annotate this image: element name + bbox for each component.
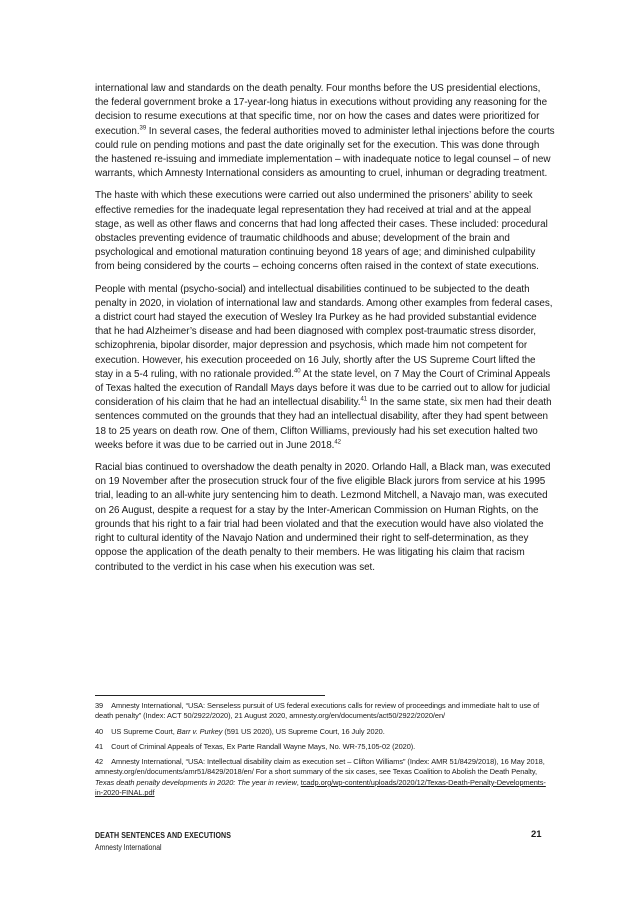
footer-report-title: DEATH SENTENCES AND EXECUTIONS	[95, 830, 231, 840]
footnote-text: Court of Criminal Appeals of Texas, Ex Parte Randall Wayne Mays, No. WR-75,105-02 (2020).	[111, 741, 416, 751]
footnote-reference: 40	[294, 368, 301, 375]
footnote	[95, 757, 553, 798]
page-footer	[95, 830, 261, 852]
footnote-link[interactable]: tcadp.org/wp-content/uploads/2020/12/Texas-Death-Penalty-Developments-in-2020-FINAL.pdf	[95, 777, 546, 798]
italic-title: Texas death penalty developments in 2020: The year in review	[95, 777, 297, 787]
footnotes-section	[95, 701, 553, 803]
footnote-number: 39	[95, 701, 104, 710]
footnote-reference: 42	[334, 439, 341, 446]
footnote-number: 42	[95, 757, 104, 767]
footnote-text: US Supreme Court, Barr v. Purkey (591 US 2020), US Supreme Court, 16 July 2020.	[111, 726, 385, 736]
footnote-reference: 41	[360, 396, 368, 403]
body-paragraph: Racial bias continued to overshadow the death penalty in 2020. Orlando Hall, a Black man, was executed on 19 November after the prosecution struck four of the five eligible Black jurors from service at his 1995 trial, leading to an all-white jury sentencing him to death. Lezmond Mitchell, a Navajo man, was executed on 26 August, despite a request for a stay by the Inter-American Commission on Human Rights, on the grounds that his right to a fair trial had been violated and that the execution would have also violated the right to cultural identity of the Navajo Nation and undermined their right to self-determination, as they oppose the application of the death penalty to their members. He was litigating his claim that racism contributed to the verdict in his case when his execution was set.	[95, 462, 551, 573]
footnote	[95, 742, 553, 752]
body-paragraph: The haste with which these executions were carried out also undermined the prisoners’ ability to seek effective remedies for the inadequate legal representation they had received at trial and at the appeal stage, as well as other flaws and concerns that had long affected their cases. These included: procedural obstacles preventing evidence of traumatic childhoods and abuse; development of the brain and psychological and emotional maturation continuing beyond 18 years of age; and diminished culpability from being considered by the courts – echoing concerns often raised in the context of state executions.	[95, 190, 548, 273]
body-paragraph: international law and standards on the death penalty. Four months before the US presidential elections, the federal government broke a 17-year-long hiatus in executions without providing any reasoning for the decision to resume executions at that specific time, nor on how the cases and dates were prioritized for execution.$^{39}$ In several cases, the federal authorities moved to administer lethal injections before the courts could rule on pending motions and past the date originally set for the execution. This was done through the hastened re-issuing and immediate implementation – with inadequate notice to legal counsel – of new warrants, which Amnesty International considers as amounting to cruel, inhuman or degrading treatment.	[95, 83, 555, 180]
footnote-text: Amnesty International, “USA: Intellectual disability claim as execution set – Clifton Williams” (Index: AMR 51/8429/2018), 16 May 2018, amnesty.org/en/documents/amr51/8429/2018/en/ For a short summary of the six cases, see Texas Coalition to Abolish the Death Penalty, Texas death penalty developments in 2020: The year in review, tcadp.org/wp-content/uploads/2020/12/Texas-Death-Penalty-Developments-in-2020-FINAL.pdf	[95, 757, 546, 798]
footnote-number: 40	[95, 726, 104, 736]
italic-title: Barr v. Purkey	[176, 726, 223, 736]
page-number: 21	[531, 829, 542, 840]
footnote	[95, 701, 553, 722]
footnote-text: Amnesty International, “USA: Senseless pursuit of US federal executions calls for review of proceedings and immediate halt to use of death penalty” (Index: ACT 50/2922/2020), 21 August 2020, amnesty.org/en/documents/act50/2922/2020/en/	[95, 701, 540, 721]
footnote-divider	[95, 695, 325, 696]
footnote-reference: 39	[139, 125, 147, 132]
footnote-number: 41	[95, 741, 104, 751]
body-paragraph: People with mental (psycho-social) and intellectual disabilities continued to be subjected to the death penalty in 2020, in violation of international law and standards. Among other examples from federal cases, a district court had stayed the execution of Wesley Ira Purkey as he had provided substantial evidence that he had Alzheimer’s disease and had been diagnosed with complex post-traumatic stress disorder, schizophrenia, bipolar disorder, major depression and psychosis, which made him not competent for execution. However, his execution proceeded on 16 July, shortly after the US Supreme Court lifted the stay in a 5-4 ruling, with no rationale provided.$^{40}$ At the state level, on 7 May the Court of Criminal Appeals of Texas halted the execution of Randall Mays days before it was due to be carried out to allow for judicial consideration of his claim that he had an intellectual disability.$^{41}$ In the same state, six men had their death sentences commuted on the grounds that they had an intellectual disability, after they had spent between 18 to 25 years on death row. One of them, Clifton Williams, previously had his set execution halted two weeks before it was due to be carried out in June 2018.42	[95, 283, 553, 451]
footer-organization: Amnesty International	[95, 843, 162, 852]
footnote	[95, 727, 553, 737]
main-body-text	[95, 82, 555, 583]
